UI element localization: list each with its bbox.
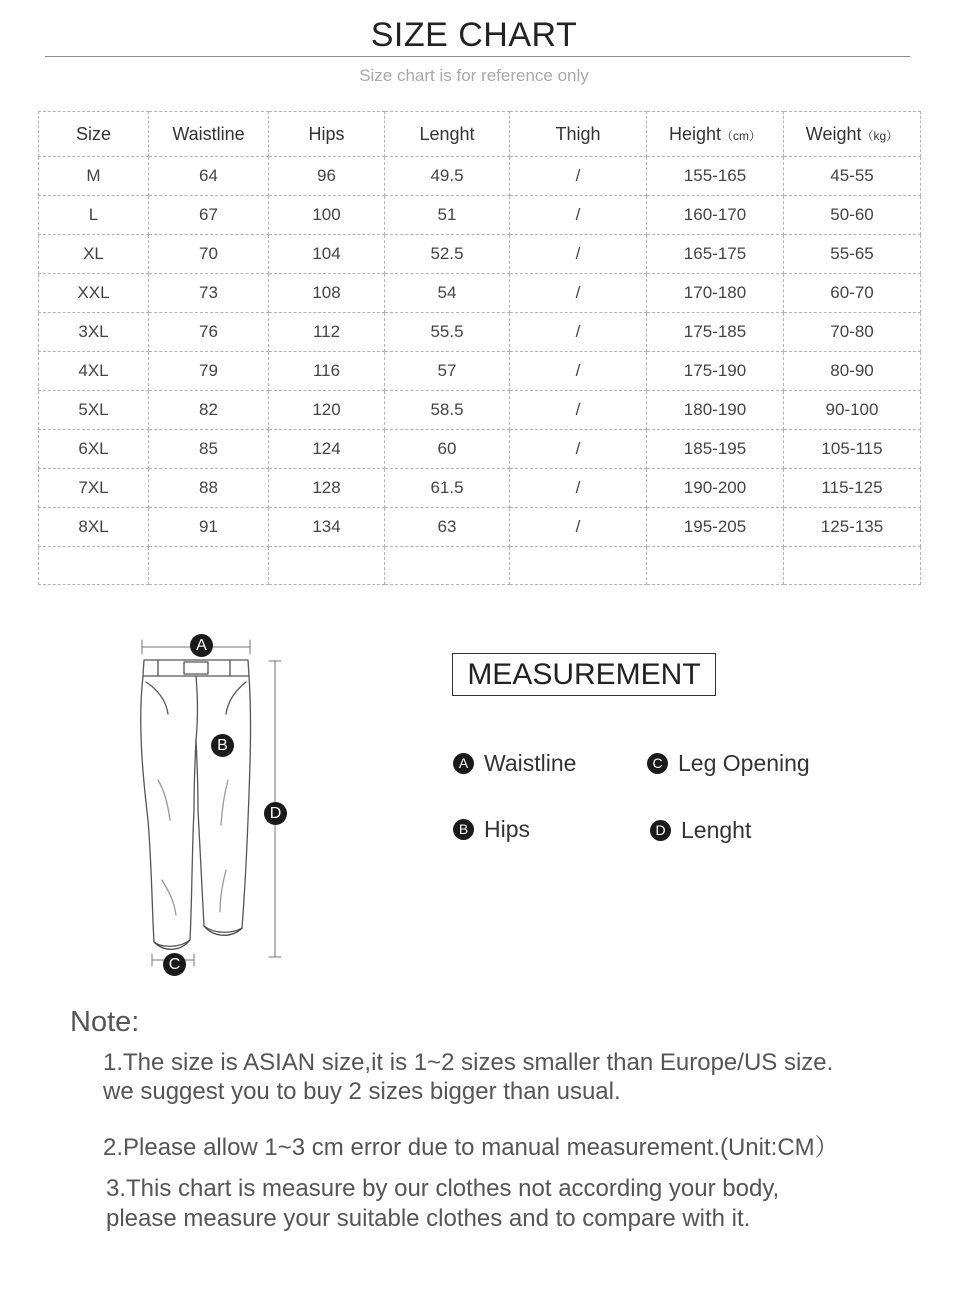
cell-hips: 112 [269,313,385,352]
letter-a-icon: A [453,753,474,774]
cell-hips: 134 [269,508,385,547]
column-header-length: Lenght [385,112,510,157]
column-header-height [647,112,784,157]
cell-weight: 70-80 [784,313,921,352]
cell-hips: 128 [269,469,385,508]
table-row [39,430,921,469]
table-row [39,235,921,274]
column-header-thigh: Thigh [510,112,647,157]
cell-height: 195-205 [647,508,784,547]
cell-height: 175-185 [647,313,784,352]
table-row [39,469,921,508]
cell-thigh: / [510,196,647,235]
cell-waistline: 79 [149,352,269,391]
cell-weight: 125-135 [784,508,921,547]
table-row [39,157,921,196]
cell-length: 58.5 [385,391,510,430]
table-row [39,274,921,313]
cell-thigh: / [510,391,647,430]
cell-length: 52.5 [385,235,510,274]
cell-length: 60 [385,430,510,469]
cell-size: 3XL [39,313,149,352]
note-line-3: 2.Please allow 1~3 cm error due to manual measurement.(Unit:CM） [103,1134,839,1161]
cell-weight: 90-100 [784,391,921,430]
page-title: SIZE CHART [370,16,578,54]
cell-height: 185-195 [647,430,784,469]
cell-waistline: 85 [149,430,269,469]
cell-weight: 105-115 [784,430,921,469]
legend-label: Leg Opening [678,750,810,776]
height-label: Height [668,123,722,144]
letter-c-icon: C [647,753,668,774]
cell-waistline: 73 [149,274,269,313]
cell-height: 180-190 [647,391,784,430]
note-title: Note: [70,1006,140,1038]
cell-hips: 120 [269,391,385,430]
cell-hips: 104 [269,235,385,274]
cell-waistline: 88 [149,469,269,508]
cell-length: 54 [385,274,510,313]
note-line-5: please measure your suitable clothes and to compare with it. [106,1205,751,1232]
legend-item-length [650,817,751,844]
cell-waistline: 64 [149,157,269,196]
letter-d-icon: D [650,820,671,841]
cell-waistline: 76 [149,313,269,352]
weight-unit: （kg） [861,128,899,143]
cell-hips: 108 [269,274,385,313]
column-header-weight [784,112,921,157]
cell-waistline: 70 [149,235,269,274]
cell-size: 6XL [39,430,149,469]
cell-size: 4XL [39,352,149,391]
empty-cell [149,547,269,585]
legend-label: Waistline [484,750,577,776]
empty-cell [647,547,784,585]
note-line-1: 1.The size is ASIAN size,it is 1~2 sizes smaller than Europe/US size. [103,1049,834,1076]
page-subtitle: Size chart is for reference only [359,66,589,85]
column-header-waistline: Waistline [149,112,269,157]
cell-thigh: / [510,313,647,352]
column-header-size: Size [39,112,149,157]
empty-cell [784,547,921,585]
cell-weight: 80-90 [784,352,921,391]
empty-cell [269,547,385,585]
size-chart-table [38,111,921,585]
table-row [39,391,921,430]
cell-weight: 60-70 [784,274,921,313]
legend-label: Hips [484,816,531,842]
cell-thigh: / [510,235,647,274]
marker-b-icon: B [211,734,234,757]
note-line-2: we suggest you to buy 2 sizes bigger than usual. [103,1078,621,1105]
note-line-4: 3.This chart is measure by our clothes not according your body, [106,1175,780,1202]
cell-height: 190-200 [647,469,784,508]
cell-length: 63 [385,508,510,547]
cell-size: 7XL [39,469,149,508]
table-row-empty [39,547,921,585]
cell-weight: 55-65 [784,235,921,274]
legend-item-leg-opening [647,750,810,777]
marker-c-icon: C [163,953,186,976]
cell-height: 165-175 [647,235,784,274]
cell-length: 55.5 [385,313,510,352]
empty-cell [510,547,647,585]
cell-size: XXL [39,274,149,313]
table-row [39,196,921,235]
legend-item-hips [453,816,530,843]
cell-thigh: / [510,274,647,313]
cell-size: L [39,196,149,235]
cell-height: 175-190 [647,352,784,391]
letter-b-icon: B [453,819,474,840]
measurement-title: MEASUREMENT [452,653,716,696]
cell-thigh: / [510,157,647,196]
cell-hips: 96 [269,157,385,196]
cell-hips: 124 [269,430,385,469]
cell-waistline: 82 [149,391,269,430]
cell-thigh: / [510,352,647,391]
marker-d-icon: D [264,802,287,825]
cell-weight: 45-55 [784,157,921,196]
table-row [39,313,921,352]
weight-label: Weight [805,123,862,144]
cell-length: 61.5 [385,469,510,508]
empty-cell [39,547,149,585]
cell-hips: 100 [269,196,385,235]
cell-waistline: 67 [149,196,269,235]
cell-thigh: / [510,469,647,508]
marker-a-icon: A [190,634,213,657]
height-unit: （cm） [721,128,762,143]
cell-weight: 50-60 [784,196,921,235]
legend-item-waistline [453,750,576,777]
cell-weight: 115-125 [784,469,921,508]
table-row [39,352,921,391]
cell-size: 5XL [39,391,149,430]
cell-hips: 116 [269,352,385,391]
cell-thigh: / [510,508,647,547]
cell-thigh: / [510,430,647,469]
legend-label: Lenght [681,817,752,843]
cell-length: 49.5 [385,157,510,196]
title-divider [45,56,910,57]
cell-height: 160-170 [647,196,784,235]
empty-cell [385,547,510,585]
table-row [39,508,921,547]
cell-size: M [39,157,149,196]
cell-waistline: 91 [149,508,269,547]
table-header-row [39,112,921,157]
cell-size: 8XL [39,508,149,547]
cell-length: 51 [385,196,510,235]
column-header-hips: Hips [269,112,385,157]
cell-length: 57 [385,352,510,391]
cell-height: 170-180 [647,274,784,313]
cell-size: XL [39,235,149,274]
cell-height: 155-165 [647,157,784,196]
